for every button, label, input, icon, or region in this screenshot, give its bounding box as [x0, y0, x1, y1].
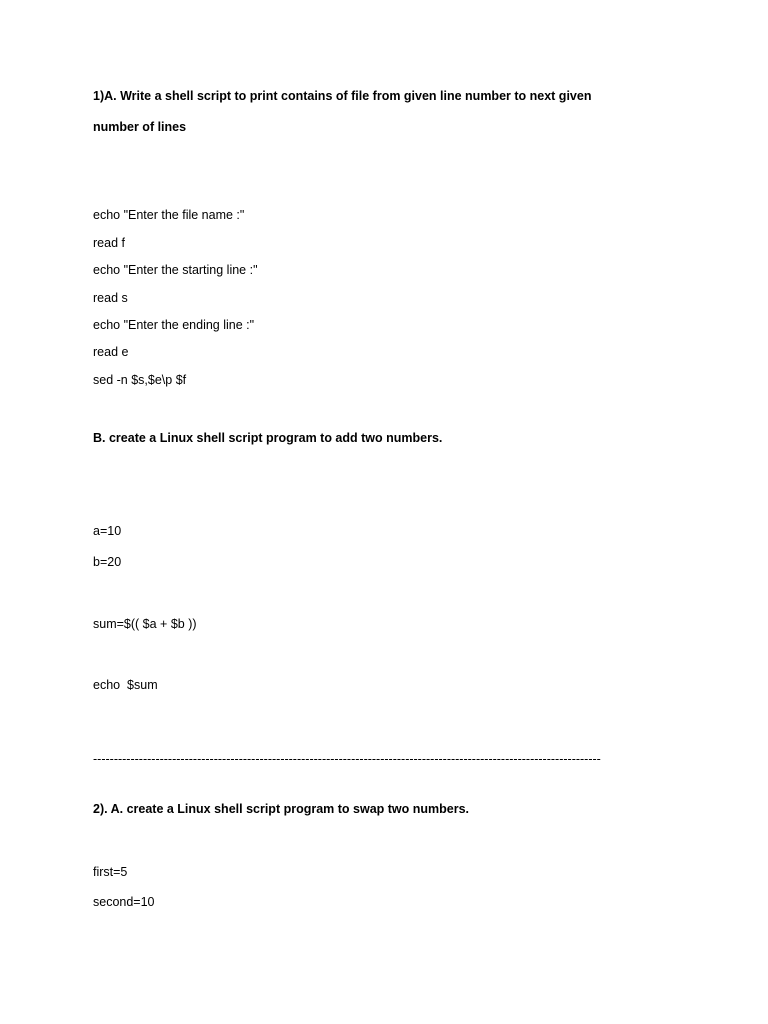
code-line: read e: [93, 345, 129, 359]
code-line: echo "Enter the ending line :": [93, 318, 255, 332]
q1a-heading-line2: number of lines: [93, 120, 187, 134]
code-line: first=5: [93, 865, 128, 879]
code-line: echo "Enter the file name :": [93, 208, 245, 222]
code-line: echo $sum: [93, 678, 158, 692]
q1a-heading-line1: 1)A. Write a shell script to print contains of file from given line number to next given: [93, 89, 592, 103]
code-line: b=20: [93, 555, 122, 569]
code-line: second=10: [93, 895, 155, 909]
code-line: echo "Enter the starting line :": [93, 263, 258, 277]
code-line: a=10: [93, 524, 122, 538]
code-line: sum=$(( $a + $b )): [93, 617, 197, 631]
separator-line: --------------------------------------------------------------------------------------------------------------------------: [93, 751, 601, 766]
q1b-heading: B. create a Linux shell script program to add two numbers.: [93, 431, 443, 445]
code-line: sed -n $s,$e\p $f: [93, 373, 187, 387]
q2a-heading: 2). A. create a Linux shell script program to swap two numbers.: [93, 802, 470, 816]
code-line: read f: [93, 236, 125, 250]
code-line: read s: [93, 291, 128, 305]
